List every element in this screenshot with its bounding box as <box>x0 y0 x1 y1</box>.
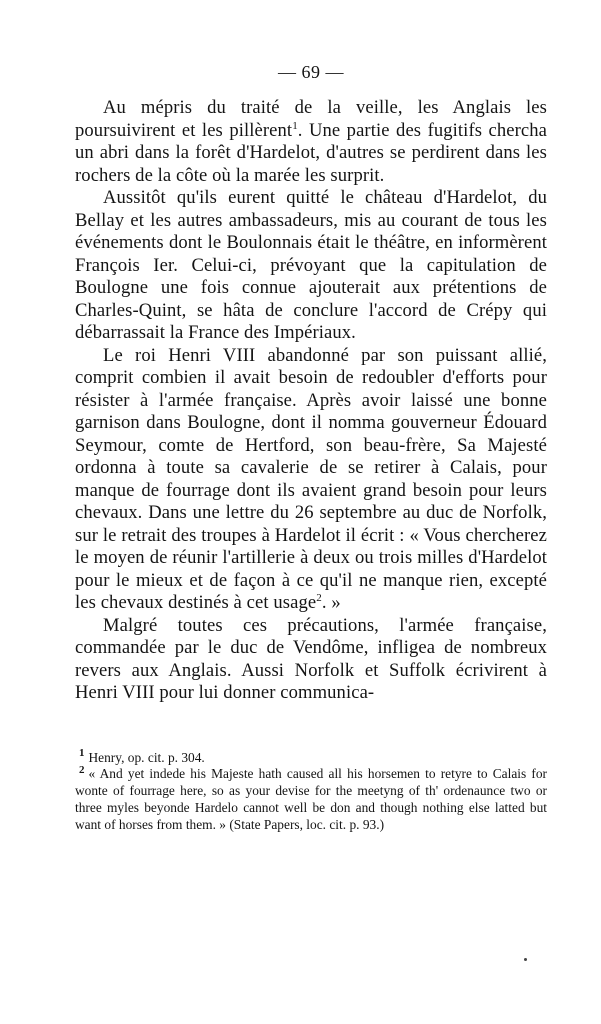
paragraph-3 <box>75 345 547 615</box>
paragraph-1-text-start: Au mépris du traité de la veille, les Anglais les poursuivirent et les pillèrent <box>75 97 547 141</box>
footnote-1-text: Henry, op. cit. p. 304. <box>88 749 205 765</box>
page-number: — 69 — <box>278 62 344 82</box>
footnote-ref-2: 2 <box>316 591 322 604</box>
footnote-2-text: « And yet indede his Majeste hath caused all his horsemen to retyre to Calais for wonte of fourrage here, so as your devise for the meetyng of th' ordenaunce two or three myles beyonde Hardelo cannot well be don and though nothing else latted but want of horses from them. » (State Papers, loc. cit. p. 93.) <box>75 766 547 832</box>
footnote-1-number: 1 <box>79 747 85 760</box>
footnote-1 <box>75 747 547 767</box>
footnote-ref-1: 1 <box>292 119 298 132</box>
ink-speck <box>524 958 527 961</box>
paragraph-1 <box>75 97 547 187</box>
paragraph-3-text-start: Le roi Henri VIII abandonné par son puissant allié, comprit combien il avait besoin de redoubler d'efforts pour résister à l'armée française. Après avoir laissé une bonne garnison dans Boulogne, dont il nomma gouverneur Édouard Seymour, comte de Hertford, son beau-frère, Sa Majesté ordonna à toute sa cavalerie de se retirer à Calais, pour manque de fourrage dont ils avaient grand besoin pour leurs chevaux. Dans une lettre du 26 septembre au duc de Norfolk, sur le retrait des troupes à Hardelot il écrit : « Vous chercherez le moyen de réunir l'artillerie à deux ou trois milles d'Hardelot pour le mieux et de façon à ce qu'il ne manque rien, excepté les chevaux destinés à cet usage <box>75 344 547 613</box>
paragraph-4: Malgré toutes ces précautions, l'armée française, commandée par le duc de Vendôme, infligea de nombreux revers aux Anglais. Aussi Norfolk et Suffolk écrivirent à Henri VIII pour lui donner communica- <box>75 614 547 703</box>
footnote-2-number: 2 <box>79 763 85 776</box>
paragraph-2: Aussitôt qu'ils eurent quitté le château d'Hardelot, du Bellay et les autres ambassadeurs, mis au courant de tous les événements dont le Boulonnais était le théâtre, en informèrent François Ier. Celui-ci, prévoyant que la capitulation de Boulogne une fois connue ajouterait aux prétentions de Charles-Quint, se hâta de conclure l'accord de Crépy qui débarrassait la France des Impériaux. <box>75 187 547 343</box>
body-text <box>75 97 547 705</box>
book-page <box>75 62 547 833</box>
footnote-2 <box>75 763 547 833</box>
paragraph-3-text-end: . » <box>321 592 341 613</box>
footnotes <box>75 747 547 834</box>
paragraph-1-text-end: . Une partie des fugitifs chercha un abri dans la forêt d'Hardelot, d'autres se perdirent dans les rochers de la côte où la marée les surprit. <box>75 119 548 186</box>
